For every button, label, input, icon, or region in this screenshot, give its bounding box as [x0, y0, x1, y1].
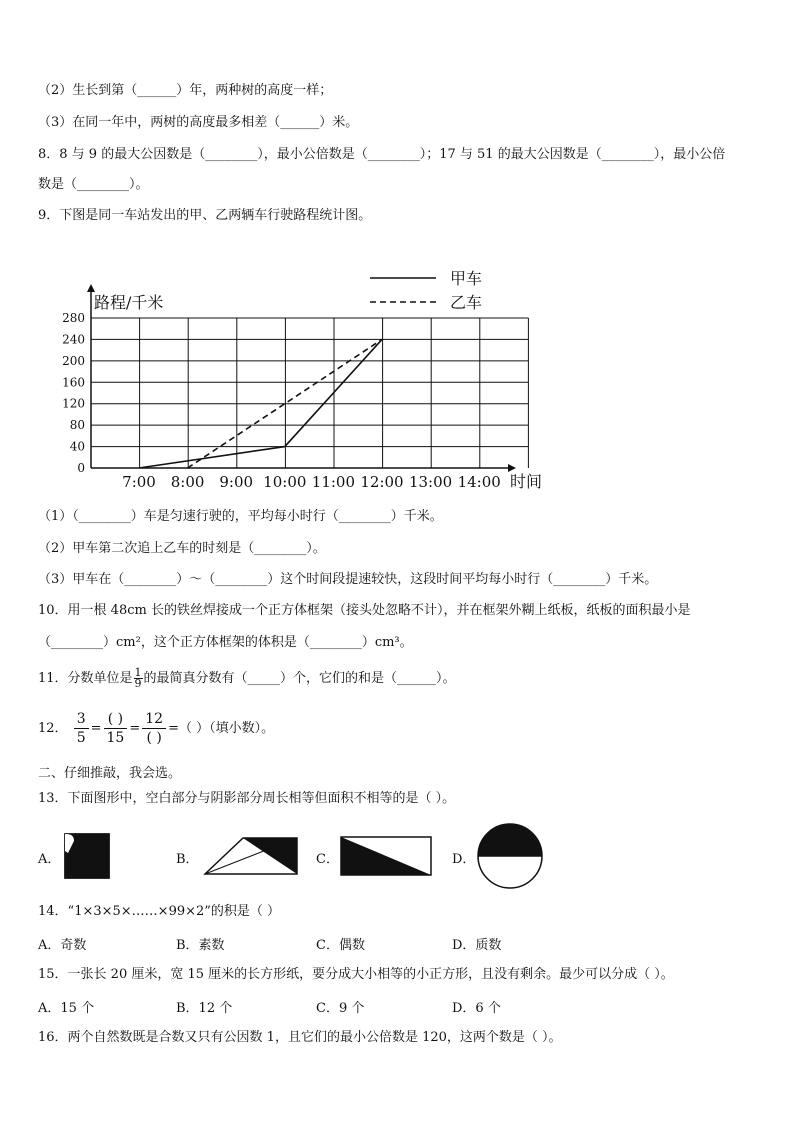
- q8-line2: 数是（________）。: [38, 177, 149, 192]
- q13-option-d-label: D．: [452, 852, 476, 867]
- q15-stem: 15．一张长 20 厘米，宽 15 厘米的长方形纸，要分成大小相等的小正方形，且没有剩余。最少可以分成（ ）。: [38, 967, 674, 982]
- q14-option-a: A．奇数: [38, 938, 87, 953]
- fraction-12-blank: [142, 710, 166, 747]
- fraction-denominator: ( ): [146, 730, 162, 746]
- x-tick-label: 13:00: [408, 473, 453, 491]
- q15-option-b: B．12 个: [176, 1001, 233, 1016]
- q10-line2: （________）cm²，这个正方体框架的体积是（________）cm³。: [38, 635, 413, 650]
- q13-option-c-label: C．: [316, 852, 339, 867]
- figure-b-parallelogram: [203, 836, 299, 876]
- y-tick-labels: [62, 311, 85, 475]
- legend-label: 甲车: [450, 269, 483, 288]
- q15-option-a: A．15 个: [38, 1001, 95, 1016]
- x-tick-label: 8:00: [170, 473, 205, 491]
- figure-d-circle: [476, 822, 544, 890]
- q14-option-b: B．素数: [176, 938, 225, 953]
- q13-stem: 13．下面图形中，空白部分与阴影部分周长相等但面积不相等的是（ ）。: [38, 791, 456, 806]
- x-tick-label: 9:00: [219, 473, 254, 491]
- x-tick-labels: [122, 473, 501, 491]
- y-axis-arrow: [87, 284, 95, 292]
- y-tick-label: 40: [69, 439, 85, 454]
- q14-option-d: D．质数: [452, 938, 502, 953]
- y-tick-label: 0: [77, 461, 85, 475]
- q12-line: 12． $\frac{3}{5}$ = $\frac{( )}{15}$ = $\frac{12}{( )}$ =（ ）（填小数）。: [38, 711, 275, 746]
- q9-stem: 9．下图是同一车站发出的甲、乙两辆车行驶路程统计图。: [38, 208, 372, 223]
- q13-option-a-label: A．: [38, 852, 61, 867]
- q13-option-b-label: B．: [176, 852, 199, 867]
- fraction-blank-15: [104, 710, 128, 747]
- fraction-denominator: 9: [134, 677, 142, 690]
- q11-line: [38, 668, 456, 689]
- fraction-denominator: 5: [76, 730, 86, 746]
- chart-grid: [91, 318, 528, 468]
- q15-option-c: C．9 个: [316, 1001, 365, 1016]
- q9-part2: （2）甲车第二次追上乙车的时刻是（________）。: [38, 541, 326, 556]
- y-axis-label: 路程/千米: [94, 293, 164, 312]
- fraction-3-5: [74, 710, 89, 747]
- section-2-heading: 二、仔细推敲，我会选。: [38, 766, 182, 781]
- q12-number: 12．: [38, 721, 68, 736]
- y-tick-label: 280: [62, 311, 85, 325]
- q7-part3: （3）在同一年中，两树的高度最多相差（______）米。: [38, 115, 359, 130]
- x-axis-label: 时间: [510, 472, 543, 491]
- y-tick-label: 80: [69, 418, 85, 433]
- travel-distance-chart: [48, 262, 558, 498]
- x-tick-label: 14:00: [457, 473, 501, 491]
- figure-c-rectangle: [340, 836, 432, 876]
- figure-a-quarter-circle-square: [64, 833, 110, 879]
- unit-fraction: [134, 668, 143, 689]
- x-tick-label: 7:00: [122, 473, 156, 491]
- fraction-numerator: 1: [134, 666, 142, 679]
- q9-part3: （3）甲车在（________）～（________）这个时间段提速较快，这段时间平均每小时行（________）千米。: [38, 572, 658, 587]
- y-tick-label: 200: [62, 353, 85, 368]
- y-tick-label: 240: [62, 332, 85, 347]
- q10-line1: 10．用一根 48cm 长的铁丝焊接成一个正方体框架（接头处忽略不计），并在框架外糊上纸板，纸板的面积最小是: [38, 603, 691, 618]
- q8-line1: 8．8 与 9 的最大公因数是（________），最小公倍数是（________）；17 与 51 的最大公因数是（________），最小公倍: [38, 147, 726, 162]
- x-tick-label: 10:00: [263, 473, 307, 491]
- fraction-numerator: ( ): [104, 710, 128, 729]
- q11-prefix: 11．分数单位是: [38, 671, 133, 686]
- q16-stem: 16．两个自然数既是合数又只有公因数 1，且它们的最小公倍数是 120，这两个数是（ ）。: [38, 1030, 562, 1045]
- legend-label: 乙车: [450, 293, 483, 312]
- y-tick-label: 160: [62, 375, 85, 390]
- q7-part2: （2）生长到第（______）年，两种树的高度一样；: [38, 83, 333, 98]
- q14-option-c: C．偶数: [316, 938, 365, 953]
- fraction-denominator: 15: [106, 730, 125, 746]
- x-tick-label: 11:00: [311, 473, 356, 491]
- q15-option-d: D．6 个: [452, 1001, 501, 1016]
- x-axis-arrow: [508, 464, 516, 472]
- q9-part1: （1）（________）车是匀速行驶的，平均每小时行（________）千米。: [38, 509, 443, 524]
- chart-legend: [370, 269, 482, 312]
- fraction-numerator: 3: [74, 710, 89, 729]
- q14-stem: 14．“1×3×5×……×99×2”的积是（ ）: [38, 904, 281, 919]
- fraction-numerator: 12: [142, 710, 166, 729]
- q12-tail: =（ ）（填小数）。: [168, 721, 275, 736]
- q11-suffix: 的最简真分数有（_____）个，它们的和是（______）。: [143, 671, 456, 686]
- x-tick-label: 12:00: [360, 473, 404, 491]
- chart-axes: [87, 284, 516, 472]
- y-tick-label: 120: [62, 396, 85, 411]
